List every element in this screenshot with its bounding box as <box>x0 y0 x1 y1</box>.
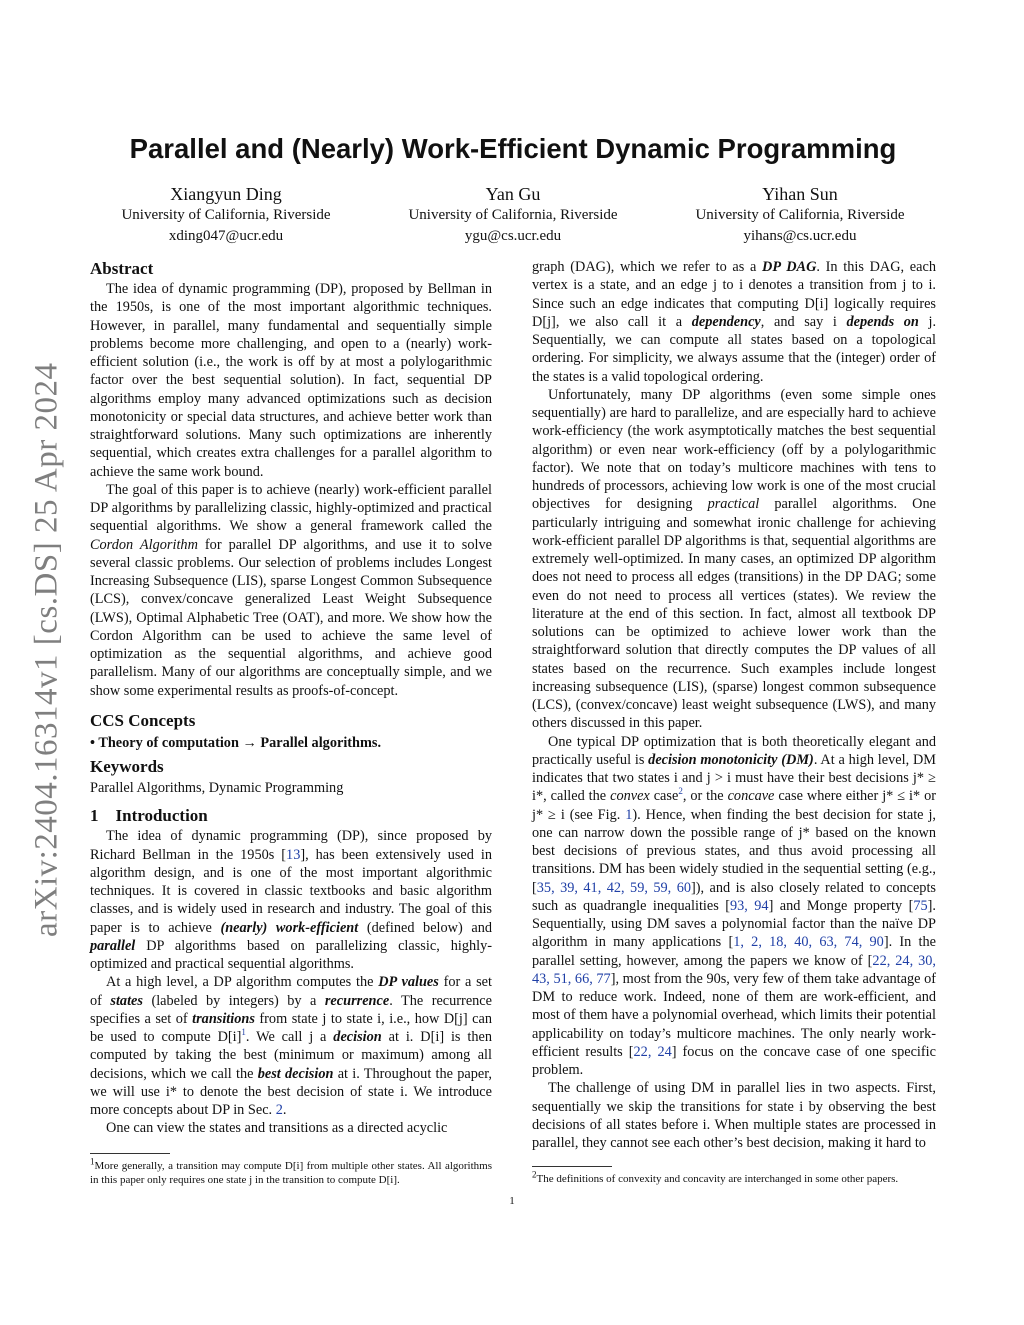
left-column <box>90 258 492 1138</box>
author-email: yihans@cs.ucr.edu <box>743 227 857 244</box>
author-email: ygu@cs.ucr.edu <box>464 227 562 244</box>
citation-link[interactable]: 13 <box>286 846 301 863</box>
citation-link[interactable]: 75 <box>913 897 928 914</box>
parallel-challenge-paragraph: The challenge of using DM in parallel lies in two aspects. First, sequentially we skip the transitions for state i by observing the best decisions of all states before i. When multiple states are processed in parallel, they cannot see each other’s best decision, making it hard to <box>532 1080 936 1151</box>
intro-paragraph-1: The idea of dynamic programming (DP), since proposed by Richard Bellman in the 1950s [13], has been extensively used in algorithm design, and is one of the most important algorithmic techniques. It is covered in classic textbooks and basic algorithm classes, and is widely used in research and industry. The goal of this paper is to achieve (nearly) work-efficient (defined below) and parallel DP algorithms based on parallelizing classic, highly-optimized and practical sequential algorithms. <box>90 828 493 972</box>
author-name: Yihan Sun <box>762 184 838 204</box>
abstract-paragraph-2: The goal of this paper is to achieve (nearly) work-efficient parallel DP algorithms by parallelizing classic, highly-optimized and practical sequential algorithms. We show a general framework called the Cordon Algorithm for parallel DP algorithms, and use it to solve several classic problems. Our selection of problems includes Longest Increasing Subsequence (LIS), sparse Longest Common Subsequence (LCS), convex/concave generalized Least Weight Subsequence (LWS), Optimal Alphabetic Tree (OAT), and more. We show how the Cordon Algorithm can be used to achieve the same level of optimization as the sequential algorithms, and achieve good parallelism. Many of our algorithms are conceptually simple, and we show some experimental results as proofs-of-concept. <box>90 481 492 699</box>
author-3 <box>660 183 940 246</box>
challenge-paragraph: Unfortunately, many DP algorithms (even some simple ones sequentially) are hard to parallelize, and are especially hard to achieve work-efficiency (the work asymptotically matches the best sequential algorithm) or even near work-efficiency (off by a polylogarithmic factor). We note that on today’s multicore machines with tens to hundreds of processors, achieving low work is one of the most crucial objectives for designing practical parallel algorithms. One particularly intriguing and somewhat ironic challenge for achieving work-efficient parallel DP algorithms is that, sequential algorithms are extremely well-optimized. In many cases, an optimized DP algorithm does not need to process all edges (transitions) in the DP DAG; some even do not need to process all vertices (states). We review the literature at the end of this section. In fact, almost all textbook DP solutions can be optimized to achieve lower work than the straightforward solution that directly computes the DP values of all states based on the recurrence. Such examples include longest increasing subsequence (LIS), (sparse) longest common subsequence (LCS), (convex/concave) least weight subsequence (LWS), and many others discussed in this paper. <box>532 386 936 732</box>
ccs-heading: CCS Concepts <box>90 710 196 730</box>
keywords: Parallel Algorithms, Dynamic Programming <box>90 780 344 796</box>
paper-title: Parallel and (Nearly) Work-Efficient Dynamic Programming <box>129 133 897 164</box>
footnote-1-link[interactable]: 1 <box>241 1027 246 1038</box>
citation-link[interactable]: 93, 94 <box>729 897 769 914</box>
intro-paragraph-2: At a high level, a DP algorithm computes the DP values for a set of states (labeled by integers) by a recurrence. The recurrence specifies a set of transitions from state j to state i, i.e., how D[j] can be used to compute D[i]$^1$. We call j a decision at i. D[i] is then computed by taking the best (minimum or maximum) among all decisions, which we call the best decision at i. Throughout the paper, we will use i* to denote the best decision of state i. We introduce more concepts about DP in Sec. 2. <box>90 974 493 1118</box>
introduction-heading: 1 Introduction <box>90 806 208 826</box>
section-link[interactable]: 2 <box>275 1102 283 1118</box>
dag-paragraph: graph (DAG), which we refer to as a DP DAG. In this DAG, each vertex is a state, and an edge j to i denotes a transition from j to i. Since such an edge indicates that computing D[i] logically requires D[j], we also call it a dependency, and say i depends on j. Sequentially, we can compute all states based on a topological ordering. For simplicity, we always assume that the (integer) order of the states is a valid topological ordering. <box>532 259 937 385</box>
abstract-paragraph-1: The idea of dynamic programming (DP), proposed by Bellman in the 1950s, is one of the most important algorithmic techniques. However, in parallel, many fundamental and sequentially simple problems become more challenging, and open to a (nearly) work-efficient solution (i.e., the work is off by at most a polylogarithmic factor over the best sequential solution). In fact, sequential DP algorithms employ many advanced optimizations such as decision monotonicity or special data structures, and achieve better work than straightforward solutions. Many such optimizations are inherently sequential, which creates extra challenges for a parallel algorithm to achieve the same work bound. <box>90 281 492 480</box>
author-affiliation: University of California, Riverside <box>408 207 618 223</box>
footnote-2-link[interactable]: 2 <box>678 786 683 797</box>
keywords-heading: Keywords <box>90 757 164 776</box>
citation-link[interactable]: 22, 24, 30, 43, 51, 66, 77 <box>532 952 936 987</box>
intro-paragraph-3: One can view the states and transitions as a directed acyclic <box>106 1120 448 1137</box>
arxiv-identifier-stamp: arXiv:2404.16314v1 [cs.DS] 25 Apr 2024 <box>28 362 65 938</box>
footnote-rule-left <box>90 1153 170 1154</box>
footnote-2: $^2$The definitions of convexity and concavity are interchanged in some other papers. <box>532 1169 899 1185</box>
author-affiliation: University of California, Riverside <box>121 207 331 223</box>
author-1 <box>86 183 366 246</box>
decision-monotonicity-paragraph: One typical DP optimization that is both theoretically elegant and practically useful is decision monotonicity (DM). At a high level, DM indicates that two states i and j > i must have their best decisions j* ≥ i*, called the convex case$^2$, or the concave case where either j* ≤ i* or j* ≥ i (see Fig. 1). Hence, when finding the best decision for state j, one can narrow down the possible range of j* based on the known best decisions of previous states, and thus avoid processing all transitions. DM has been widely studied in the sequential setting (e.g., [35, 39, 41, 42, 59, 59, 60]), and is also closely related to concepts such as quadrangle inequalities [93, 94] and Monge property [75]. Sequentially, using DM saves a polynomial factor than the naïve DP algorithm in many applications [1, 2, 18, 40, 63, 74, 90]. In the parallel setting, however, among the papers we know of [22, 24, 30, 43, 51, 66, 77], most from the 90s, very few of them take advantage of DM to reduce work. Indeed, none of them are work-efficient, and most of them have a polynomial overhead, which limits their potential applicability on today’s multicore machines. The only nearly work-efficient results [22, 24] focus on the concave case of one specific problem. <box>532 733 936 1078</box>
figure-link[interactable]: 1 <box>625 806 633 823</box>
author-2 <box>373 183 653 246</box>
right-column <box>532 258 936 1152</box>
page-number: 1 <box>509 1195 515 1207</box>
cordon-algorithm-term: Cordon Algorithm <box>90 536 198 553</box>
author-email: xding047@ucr.edu <box>168 227 284 244</box>
abstract-heading: Abstract <box>90 259 154 278</box>
author-name: Xiangyun Ding <box>170 184 282 204</box>
ccs-concepts: • Theory of computation → Parallel algorithms. <box>90 734 382 751</box>
footnote-1: $^1$More generally, a transition may compute D[i] from multiple other states. All algorithms in this paper only requires one state j in the transition to compute D[i]. <box>90 1156 492 1186</box>
citation-link[interactable]: 1, 2, 18, 40, 63, 74, 90 <box>733 934 884 951</box>
citation-link[interactable]: 22, 24 <box>633 1043 672 1060</box>
author-block <box>90 183 936 253</box>
author-affiliation: University of California, Riverside <box>695 207 905 223</box>
citation-link[interactable]: 35, 39, 41, 42, 59, 59, 60 <box>536 879 691 896</box>
footnote-rule-right <box>532 1166 612 1167</box>
author-name: Yan Gu <box>485 184 541 204</box>
